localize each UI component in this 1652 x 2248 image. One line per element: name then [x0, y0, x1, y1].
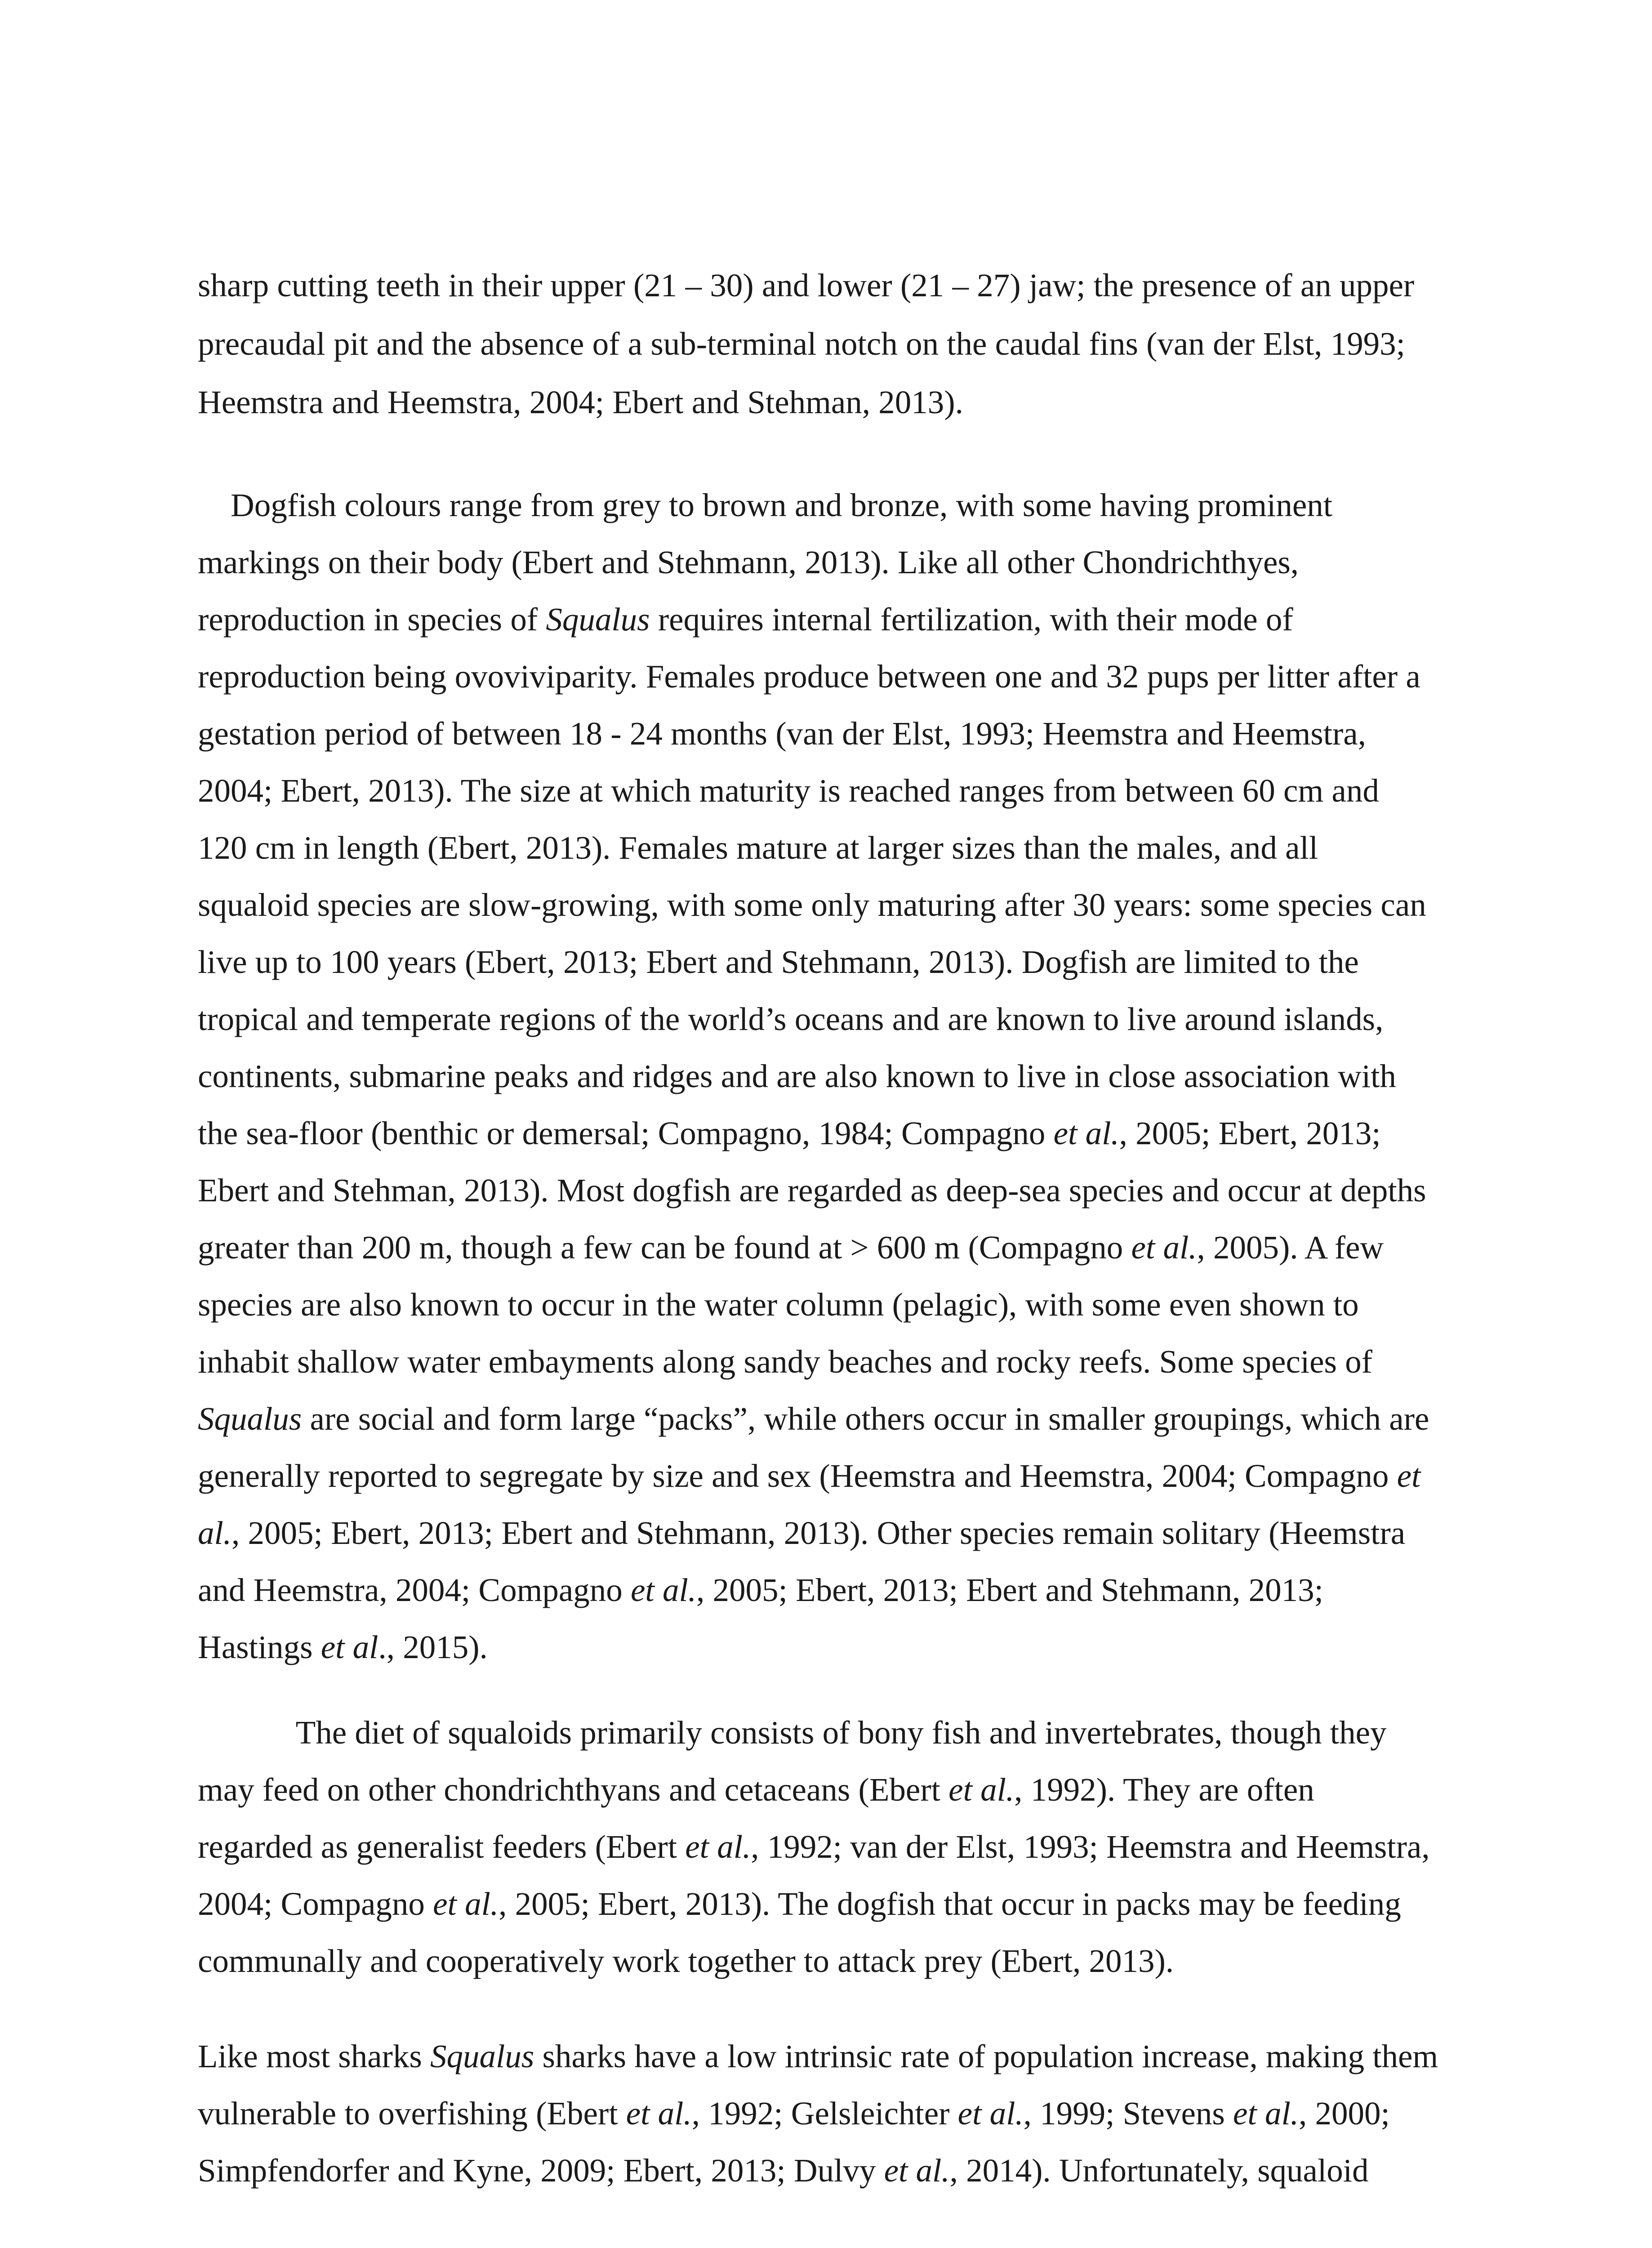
- text-line: [198, 1390, 1470, 1447]
- text-run: species are also known to occur in the water column (pelagic), with some even shown to: [198, 1286, 1359, 1323]
- text-run: , 2000;: [1298, 2095, 1390, 2132]
- text-run: sharp cutting teeth in their upper (21 – 30) and lower (21 – 27) jaw; the presence of an upper: [198, 267, 1415, 303]
- paragraph-teeth-description: [198, 256, 1470, 432]
- italic-text-run: et al.: [631, 1572, 696, 1608]
- text-line: [198, 762, 1470, 819]
- italic-text-run: et al.: [957, 2095, 1024, 2132]
- text-run: reproduction in species of: [198, 601, 546, 638]
- text-run: , 2005; Ebert, 2013). The dogfish that occur in packs may be feeding: [499, 1886, 1401, 1922]
- text-line: [198, 648, 1470, 705]
- italic-text-run: Squalus: [546, 601, 650, 638]
- italic-text-run: et al.: [948, 1771, 1015, 1808]
- italic-text-run: et al.: [626, 2095, 692, 2132]
- text-run: precaudal pit and the absence of a sub-terminal notch on the caudal fins (van der Elst, 1993;: [198, 326, 1405, 362]
- text-line: [198, 1219, 1470, 1276]
- text-run: generally reported to segregate by size and sex (Heemstra and Heemstra, 2004; Compagno: [198, 1458, 1397, 1494]
- text-line: [198, 256, 1470, 315]
- italic-text-run: et al.: [433, 1886, 499, 1922]
- text-run: communally and cooperatively work together to attack prey (Ebert, 2013).: [198, 1943, 1174, 1979]
- text-line: [198, 1818, 1470, 1875]
- text-line: [198, 2028, 1470, 2085]
- text-line: [198, 1333, 1470, 1390]
- text-run: reproduction being ovoviviparity. Females produce between one and 32 pups per litter after a: [198, 658, 1420, 695]
- text-line: [198, 1561, 1470, 1619]
- text-line: [198, 477, 1470, 534]
- text-run: 120 cm in length (Ebert, 2013). Females mature at larger sizes than the males, and all: [198, 830, 1318, 866]
- text-run: live up to 100 years (Ebert, 2013; Ebert and Stehmann, 2013). Dogfish are limited to the: [198, 944, 1359, 980]
- text-run: markings on their body (Ebert and Stehmann, 2013). Like all other Chondrichthyes,: [198, 544, 1299, 580]
- text-line: [198, 1048, 1470, 1105]
- text-run: and Heemstra, 2004; Compagno: [198, 1572, 631, 1608]
- text-line: [198, 819, 1470, 876]
- paragraph-colouration-reproduction: [198, 477, 1470, 1676]
- italic-text-run: Squalus: [198, 1401, 302, 1437]
- italic-text-run: et: [1397, 1458, 1421, 1494]
- text-run: continents, submarine peaks and ridges and are also known to live in close association with: [198, 1058, 1396, 1094]
- text-line: [198, 1619, 1470, 1676]
- text-line: [198, 933, 1470, 990]
- text-run: squaloid species are slow-growing, with some only maturing after 30 years: some species can: [198, 887, 1426, 923]
- text-run: 2004; Compagno: [198, 1886, 433, 1922]
- text-run: , 2005; Ebert, 2013; Ebert and Stehmann, 2013). Other species remain solitary (Heemstra: [232, 1515, 1406, 1551]
- text-line: [198, 705, 1470, 762]
- text-run: , 1992; van der Elst, 1993; Heemstra and Heemstra,: [751, 1829, 1430, 1865]
- text-line: [198, 2142, 1470, 2199]
- text-line: [198, 1875, 1470, 1932]
- text-run: tropical and temperate regions of the world’s oceans and are known to live around islands,: [198, 1001, 1384, 1037]
- italic-text-run: et al.: [1131, 1229, 1197, 1266]
- italic-text-run: Squalus: [430, 2038, 534, 2074]
- text-run: , 1992; Gelsleichter: [691, 2095, 958, 2132]
- text-run: inhabit shallow water embayments along sandy beaches and rocky reefs. Some species of: [198, 1343, 1372, 1380]
- text-run: are social and form large “packs”, while others occur in smaller groupings, which are: [302, 1401, 1429, 1437]
- text-line: [198, 1105, 1470, 1162]
- italic-text-run: et al.: [1233, 2095, 1299, 2132]
- text-run: requires internal fertilization, with their mode of: [650, 601, 1293, 638]
- italic-text-run: et al.: [685, 1829, 751, 1865]
- text-run: Simpfendorfer and Kyne, 2009; Ebert, 2013; Dulvy: [198, 2152, 884, 2189]
- text-run: 2004; Ebert, 2013). The size at which maturity is reached ranges from between 60 cm and: [198, 772, 1379, 809]
- text-line: [198, 990, 1470, 1048]
- text-run: , 2005; Ebert, 2013;: [1119, 1115, 1381, 1151]
- text-run: Like most sharks: [198, 2038, 431, 2074]
- text-run: , 1999; Stevens: [1023, 2095, 1233, 2132]
- text-run: may feed on other chondrichthyans and cetaceans (Ebert: [198, 1771, 949, 1808]
- italic-text-run: al.: [198, 1515, 232, 1551]
- text-run: ., 2015).: [378, 1629, 488, 1665]
- page-number: [0, 2246, 1652, 2248]
- text-line: [198, 2085, 1470, 2142]
- italic-text-run: et al.: [1053, 1115, 1119, 1151]
- text-run: greater than 200 m, though a few can be found at > 600 m (Compagno: [198, 1229, 1131, 1266]
- text-run: Dogfish colours range from grey to brown and bronze, with some having prominent: [198, 487, 1333, 523]
- text-line: [198, 315, 1470, 373]
- text-line: [198, 876, 1470, 933]
- text-run: Ebert and Stehman, 2013). Most dogfish are regarded as deep-sea species and occur at depths: [198, 1172, 1426, 1209]
- text-line: [198, 1276, 1470, 1333]
- text-line: [198, 373, 1470, 432]
- text-run: Hastings: [198, 1629, 321, 1665]
- text-line: [198, 1447, 1470, 1504]
- text-line: [198, 1162, 1470, 1219]
- text-run: gestation period of between 18 - 24 months (van der Elst, 1993; Heemstra and Heemstra,: [198, 715, 1366, 752]
- text-run: Heemstra and Heemstra, 2004; Ebert and Stehman, 2013).: [198, 384, 963, 420]
- paragraph-diet: [198, 1704, 1470, 1989]
- text-line: [198, 1504, 1470, 1561]
- text-line: [198, 1932, 1470, 1989]
- paragraph-population: [198, 2028, 1470, 2199]
- text-line: [198, 591, 1470, 648]
- text-run: the sea-floor (benthic or demersal; Compagno, 1984; Compagno: [198, 1115, 1054, 1151]
- text-run: , 1992). They are often: [1014, 1771, 1314, 1808]
- text-line: [198, 534, 1470, 591]
- text-run: regarded as generalist feeders (Ebert: [198, 1829, 686, 1865]
- text-run: , 2005). A few: [1197, 1229, 1384, 1266]
- text-run: The diet of squaloids primarily consists of bony fish and invertebrates, though they: [198, 1714, 1387, 1751]
- italic-text-run: et al.: [884, 2152, 950, 2189]
- text-run: sharks have a low intrinsic rate of population increase, making them: [534, 2038, 1438, 2074]
- text-run: vulnerable to overfishing (Ebert: [198, 2095, 626, 2132]
- text-run: , 2005; Ebert, 2013; Ebert and Stehmann, 2013;: [696, 1572, 1323, 1608]
- text-line: [198, 1704, 1470, 1761]
- text-run: , 2014). Unfortunately, squaloid: [949, 2152, 1369, 2189]
- italic-text-run: et al: [321, 1629, 378, 1665]
- text-line: [198, 1761, 1470, 1818]
